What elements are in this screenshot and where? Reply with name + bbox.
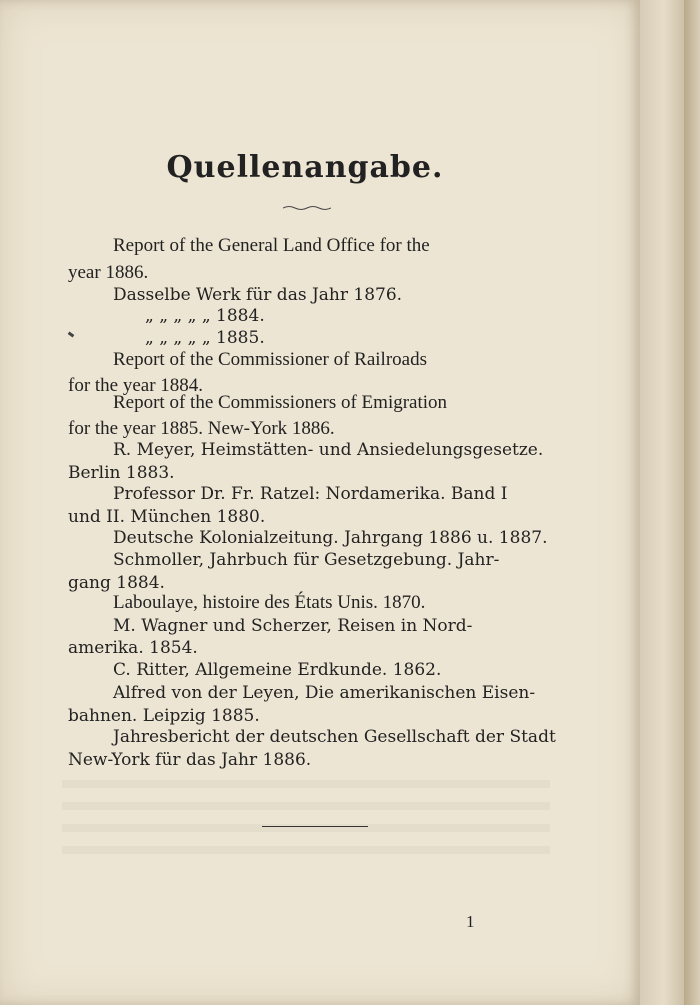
source-line: bahnen. Leipzig 1885. [68, 706, 260, 726]
source-line: Laboulaye, histoire des États Unis. 1870. [113, 592, 426, 613]
source-line: M. Wagner und Scherzer, Reisen in Nord- [113, 616, 473, 636]
source-line: Report of the Commissioners of Emigration [113, 392, 448, 413]
source-line: Schmoller, Jahrbuch für Gesetzgebung. Jahr- [113, 550, 500, 570]
source-line: Dasselbe Werk für das Jahr 1876. [113, 285, 403, 305]
source-line: for the year 1884. [68, 375, 204, 396]
source-line: Report of the Commissioner of Railroads [113, 349, 427, 370]
source-line: C. Ritter, Allgemeine Erdkunde. 1862. [113, 660, 442, 680]
source-line: Berlin 1883. [68, 463, 175, 483]
source-line: „ „ „ „ „ 1884. [145, 306, 265, 326]
source-line: Professor Dr. Fr. Ratzel: Nordamerika. Band I [113, 484, 508, 504]
source-line: year 1886. [68, 262, 149, 283]
source-line: R. Meyer, Heimstätten- und Ansiedelungsgesetze. [113, 440, 544, 460]
source-line: gang 1884. [68, 573, 165, 593]
source-line: for the year 1885. New-York 1886. [68, 418, 335, 439]
source-line: amerika. 1854. [68, 638, 198, 658]
source-line: New-York für das Jahr 1886. [68, 750, 312, 770]
source-line: „ „ „ „ „ 1885. [145, 328, 265, 348]
page-heading: Quellenangabe. [166, 150, 444, 185]
source-line: Alfred von der Leyen, Die amerikanischen Eisen- [113, 683, 536, 703]
page-number: 1 [466, 912, 475, 931]
source-line: Jahresbericht der deutschen Gesellschaft der Stadt [113, 727, 556, 747]
book-spine-edge [684, 0, 700, 1005]
footer-rule [262, 826, 368, 827]
source-line: Deutsche Kolonialzeitung. Jahrgang 1886 u. 1887. [113, 528, 548, 548]
source-line: und II. München 1880. [68, 507, 266, 527]
source-line: Report of the General Land Office for the [113, 235, 430, 256]
